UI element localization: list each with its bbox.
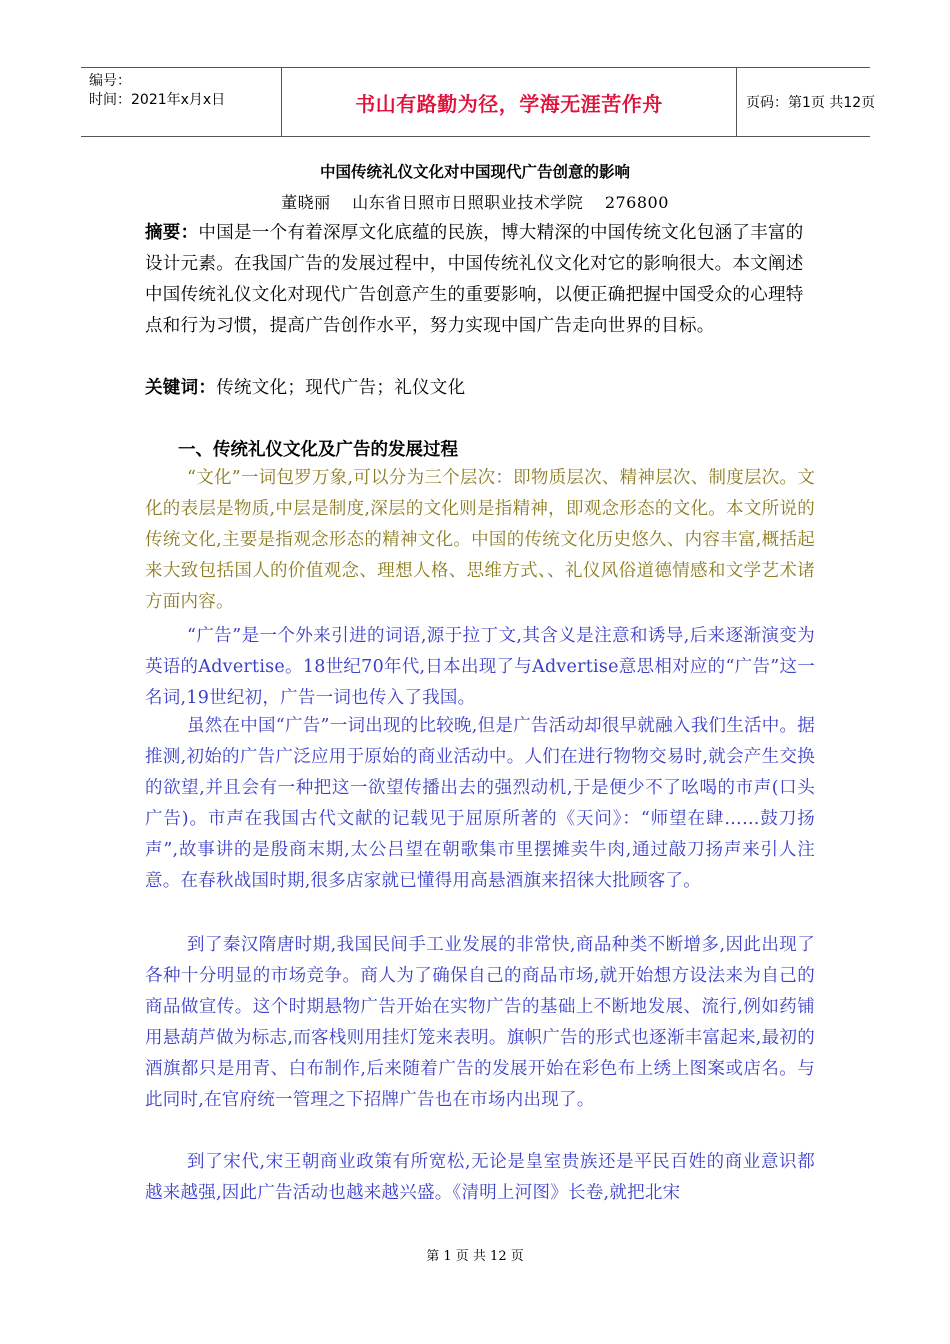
paragraph-qin-han-sui-tang: 到了秦汉隋唐时期,我国民间手工业发展的非常快,商品种类不断增多,因此出现了各种十分明显的市场竞争。商人为了确保自己的商品市场,就开始想方设法来为自己的商品做宣传。这个时期悬物广告开始在实物广告的基础上不断地发展、流行,例如药铺用悬葫芦做为标志,而客栈则用挂灯笼来表明。旗帜广告的形式也逐渐丰富起来,最初的酒旗都只是用青、白布制作,后来随着广告的发展开始在彩色布上绣上图案或店名。与此同时,在官府统一管理之下招牌广告也在市场内出现了。 xyxy=(145,935,815,1110)
abstract xyxy=(145,218,815,342)
abstract-label: 摘要： xyxy=(145,223,199,243)
keywords-text: 传统文化；现代广告；礼仪文化 xyxy=(216,378,466,398)
paragraph-advertising-origin: “广告”是一个外来引进的词语,源于拉丁文,其含义是注意和诱导,后来逐渐演变为英语的Advertise。18世纪70年代,日本出现了与Advertise意思相对应的“广告”这一名词,19世纪初，广告一词也传入了我国。 xyxy=(145,626,815,708)
article-title: 中国传统礼仪文化对中国现代广告创意的影响 xyxy=(319,162,630,181)
paragraph-song-dynasty: 到了宋代,宋王朝商业政策有所宽松,无论是皇室贵族还是平民百姓的商业意识都越来越强,因此广告活动也越来越兴盛。《清明上河图》长卷,就把北宋 xyxy=(145,1152,815,1203)
header-page-number: 页码：第1页 共12页 xyxy=(746,95,876,111)
section-heading: 一、传统礼仪文化及广告的发展过程 xyxy=(178,440,458,460)
author-name: 董晓丽 xyxy=(281,193,331,212)
author-affiliation: 山东省日照市日照职业技术学院 xyxy=(352,193,584,212)
paragraph-culture: “文化”一词包罗万象,可以分为三个层次：即物质层次、精神层次、制度层次。文化的表层是物质,中层是制度,深层的文化则是指精神，即观念形态的文化。本文所说的传统文化,主要是指观念形态的精神文化。中国的传统文化历史悠久、内容丰富,概括起来大致包括国人的价值观念、理想人格、思维方式、、礼仪风俗道德情感和文学艺术诸方面内容。 xyxy=(145,468,815,612)
paragraph-early-advertising: 虽然在中国“广告”一词出现的比较晚,但是广告活动却很早就融入我们生活中。据推测,初始的广告广泛应用于原始的商业活动中。人们在进行物物交易时,就会产生交换的欲望,并且会有一种把这一欲望传播出去的强烈动机,于是便少不了吆喝的市声(口头广告)。市声在我国古代文献的记载见于屈原所著的《天问》：“师望在肆……鼓刀扬声”,故事讲的是殷商末期,太公吕望在朝歌集市里摆摊卖牛肉,通过敲刀扬声来引人注意。在春秋战国时期,很多店家就已懂得用高悬酒旗来招徕大批顾客了。 xyxy=(145,716,815,891)
header-meta-cell xyxy=(81,68,281,136)
header-motto: 书山有路勤为径，学海无涯苦作舟 xyxy=(281,68,737,136)
document-time-label: 时间：2021年x月x日 xyxy=(89,92,226,108)
abstract-text: 中国是一个有着深厚文化底蕴的民族，博大精深的中国传统文化包涵了丰富的设计元素。在我国广告的发展过程中，中国传统礼仪文化对它的影响很大。本文阐述中国传统礼仪文化对现代广告创意产生的重要影响，以便正确把握中国受众的心理特点和行为习惯，提高广告创作水平，努力实现中国广告走向世界的目标。 xyxy=(145,223,804,336)
keywords-label: 关键词： xyxy=(145,378,217,398)
author-postcode: 276800 xyxy=(604,193,669,212)
header-table xyxy=(81,67,876,137)
keywords xyxy=(145,373,815,404)
document-number-label: 编号： xyxy=(89,73,131,89)
page-footer: 第 1 页 共 12 页 xyxy=(426,1249,524,1264)
author-line xyxy=(0,190,950,213)
